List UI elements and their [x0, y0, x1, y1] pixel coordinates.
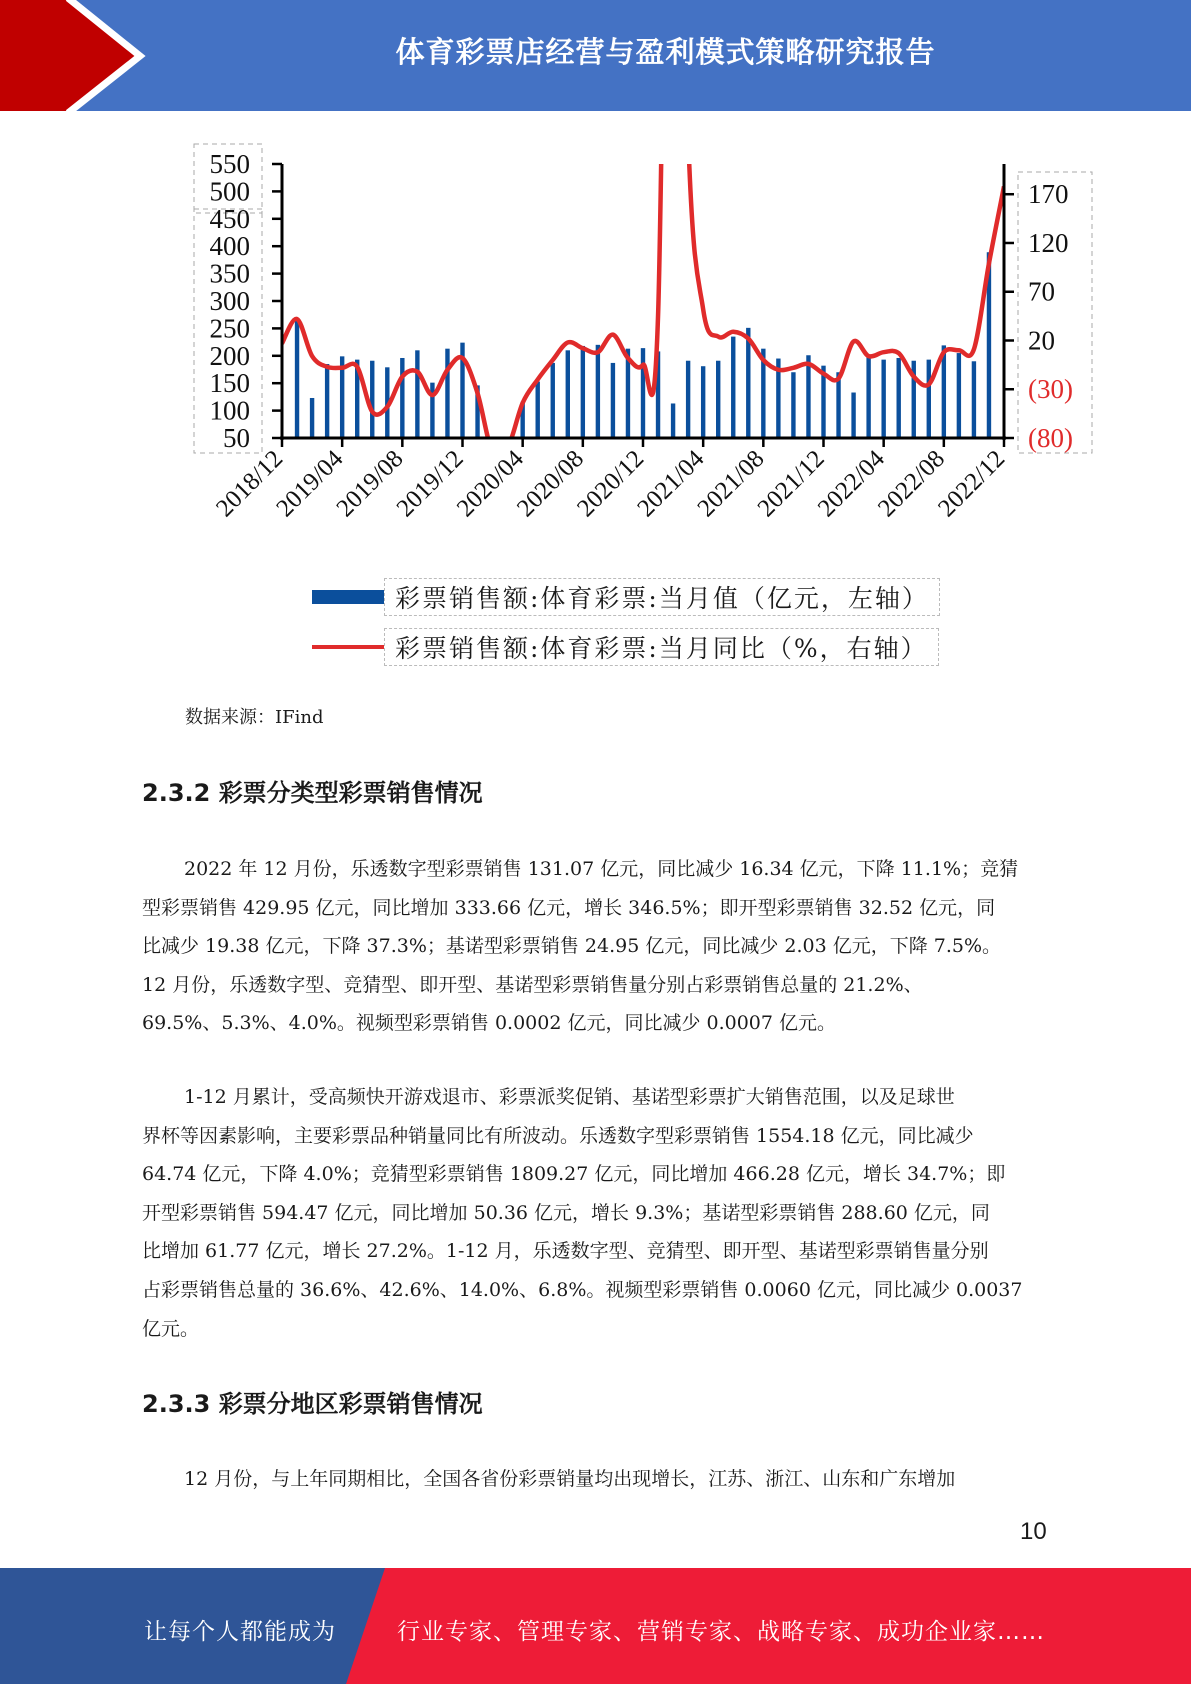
text-line: 2022 年 12 月份，乐透数字型彩票销售 131.07 亿元，同比减少 16.34 亿元，下降 11.1%；竞猜: [184, 858, 1019, 880]
bar-2019/01: [295, 318, 299, 438]
x-tick-label: 2019/12: [391, 445, 469, 523]
bar-2020/09: [596, 345, 600, 438]
bar-2019/03: [325, 364, 329, 438]
bar-2020/10: [611, 363, 615, 438]
paragraph: [142, 1460, 1042, 1499]
right-tick-label: 170: [1028, 179, 1069, 210]
bar-2022/05: [897, 358, 901, 438]
right-tick-label: (30): [1028, 374, 1073, 405]
bar-2022/07: [927, 360, 931, 438]
left-tick-label: 200: [209, 340, 250, 371]
legend-line-label: 彩票销售额:体育彩票:当月同比（%，右轴）: [384, 628, 939, 666]
data-source-note: 数据来源：IFind: [185, 707, 324, 728]
left-tick-label: 350: [209, 258, 250, 289]
x-tick-label: 2021/04: [632, 445, 710, 523]
bar-2022/02: [851, 393, 855, 438]
text-line: 1-12 月累计，受高频快开游戏退市、彩票派奖促销、基诺型彩票扩大销售范围，以及足球世: [184, 1086, 955, 1108]
text-line: 12 月份，乐透数字型、竞猜型、即开型、基诺型彩票销售量分别占彩票销售总量的 21.2%、: [142, 973, 923, 996]
section-heading-2-3-3: 2.3.3 彩票分地区彩票销售情况: [142, 1390, 483, 1418]
legend-bar-swatch: [312, 590, 384, 604]
bar-2021/10: [791, 372, 795, 438]
sales-chart: [0, 120, 1191, 560]
left-tick-label: 300: [209, 286, 250, 316]
bar-2020/07: [566, 350, 570, 438]
x-tick-label: 2022/04: [812, 445, 890, 523]
text-line: 界杯等因素影响，主要彩票品种销量同比有所波动。乐透数字型彩票销售 1554.18 亿元，同比减少: [142, 1124, 974, 1147]
bar-2020/12: [641, 348, 645, 438]
x-tick-label: 2020/12: [572, 445, 650, 523]
text-line: 开型彩票销售 594.47 亿元，同比增加 50.36 亿元，增长 9.3%；基诺型彩票销售 288.60 亿元，同: [142, 1201, 990, 1224]
text-line: 型彩票销售 429.95 亿元，同比增加 333.66 亿元，增长 346.5%；即开型彩票销售 32.52 亿元，同: [142, 896, 996, 919]
bar-2020/05: [536, 382, 540, 438]
bar-2021/06: [731, 337, 735, 438]
text-line: 比减少 19.38 亿元，下降 37.3%；基诺型彩票销售 24.95 亿元，同比减少 2.03 亿元，下降 7.5%。: [142, 935, 1002, 958]
right-tick-label: (80): [1028, 423, 1073, 453]
report-title: 体育彩票店经营与盈利模式策略研究报告: [395, 35, 936, 69]
bar-2022/10: [972, 361, 976, 438]
legend-item-line: [312, 628, 939, 666]
bar-2019/06: [370, 361, 374, 438]
x-tick-label: 2019/08: [331, 445, 409, 523]
x-tick-label: 2018/12: [211, 445, 289, 523]
legend-bar-label: 彩票销售额:体育彩票:当月值（亿元，左轴）: [384, 578, 940, 616]
x-tick-label: 2021/12: [752, 445, 830, 523]
text-line: 比增加 61.77 亿元，增长 27.2%。1-12 月，乐透数字型、竞猜型、即开型、基诺型彩票销售量分别: [142, 1240, 989, 1263]
x-tick-label: 2020/08: [512, 445, 590, 523]
bar-2021/07: [746, 328, 750, 438]
left-tick-label: 550: [209, 149, 250, 179]
x-tick-label: 2019/04: [271, 445, 349, 523]
bar-2021/02: [671, 403, 675, 438]
text-line: 64.74 亿元，下降 4.0%；竞猜型彩票销售 1809.27 亿元，同比增加 466.28 亿元，增长 34.7%；即: [142, 1163, 1006, 1186]
bar-2021/11: [806, 355, 810, 438]
left-tick-label: 400: [209, 231, 250, 262]
left-tick-label: 150: [209, 368, 250, 399]
right-axis-label-box: [1018, 172, 1092, 453]
x-tick-label: 2022/12: [933, 445, 1011, 523]
right-tick-label: 120: [1028, 227, 1069, 258]
bar-2022/04: [881, 360, 885, 438]
paragraph: [142, 850, 1042, 1043]
footer-slogan-right: 行业专家、管理专家、营销专家、战略专家、成功企业家……: [397, 1619, 1045, 1645]
legend-item-bar: [312, 578, 940, 616]
footer-slogan-left: 让每个人都能成为: [144, 1619, 336, 1645]
left-tick-label: 100: [209, 395, 250, 426]
left-tick-label: 450: [209, 203, 250, 234]
bar-2020/06: [551, 363, 555, 438]
bar-2019/11: [445, 349, 449, 438]
bar-2020/08: [581, 346, 585, 438]
x-tick-label: 2022/08: [873, 445, 951, 523]
left-tick-label: 500: [209, 176, 250, 207]
bar-2019/08: [400, 358, 404, 438]
text-line: 12 月份，与上年同期相比，全国各省份彩票销量均出现增长，江苏、浙江、山东和广东增加: [184, 1468, 956, 1490]
text-line: 占彩票销售总量的 36.6%、42.6%、14.0%、6.8%。视频型彩票销售 0.0060 亿元，同比减少 0.0037: [142, 1278, 1023, 1301]
bar-2021/03: [686, 361, 690, 438]
text-line: 69.5%、5.3%、4.0%。视频型彩票销售 0.0002 亿元，同比减少 0.0007 亿元。: [142, 1012, 837, 1035]
bar-2021/04: [701, 366, 705, 438]
x-tick-label: 2020/04: [451, 445, 529, 523]
page-number: 10: [1020, 1518, 1047, 1545]
bar-2019/10: [430, 383, 434, 438]
left-tick-label: 50: [223, 423, 250, 453]
right-tick-label: 70: [1028, 276, 1055, 307]
bar-2019/09: [415, 350, 419, 438]
left-tick-label: 250: [209, 313, 250, 344]
text-line: 亿元。: [142, 1317, 200, 1340]
legend-line-swatch: [312, 645, 384, 649]
bar-2022/03: [866, 356, 870, 438]
right-tick-label: 20: [1028, 325, 1055, 356]
bar-2021/05: [716, 361, 720, 438]
bar-2019/02: [310, 398, 314, 438]
section-heading-2-3-2: 2.3.2 彩票分类型彩票销售情况: [142, 779, 483, 807]
paragraph: [142, 1078, 1042, 1348]
x-tick-label: 2021/08: [692, 445, 770, 523]
bar-2022/09: [957, 353, 961, 438]
